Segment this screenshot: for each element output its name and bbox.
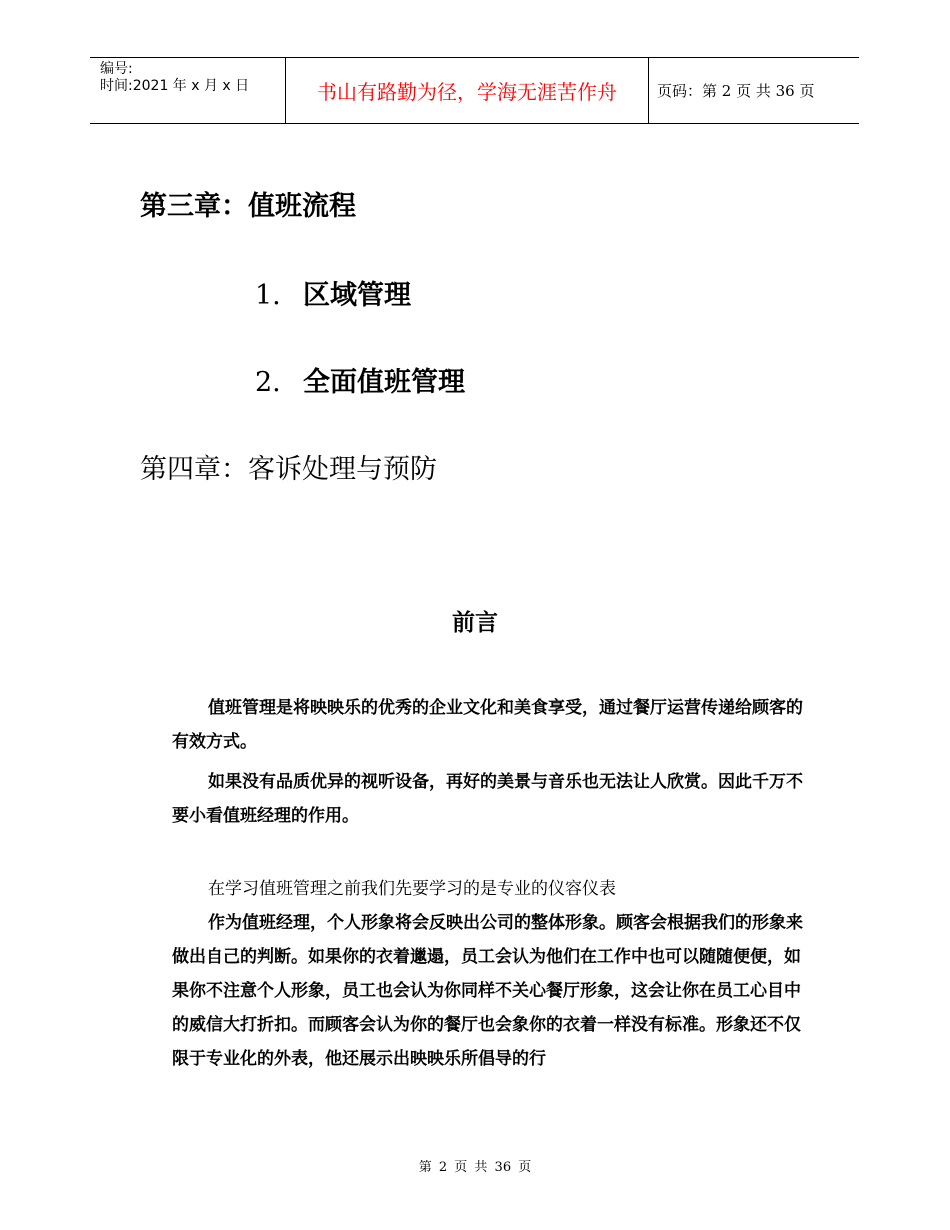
preface-paragraph-1: 值班管理是将映映乐的优秀的企业文化和美食享受，通过餐厅运营传递给顾客的有效方式。 (172, 698, 803, 752)
preface-paragraph-3: 在学习值班管理之前我们先要学习的是专业的仪容仪表 (208, 879, 616, 899)
preface-paragraph-4: 作为值班经理，个人形象将会反映出公司的整体形象。顾客会根据我们的形象来做出自己的判断。如果你的衣着邋遢，员工会认为他们在工作中也可以随随便便，如果你不注意个人形象，员工也会认为你同样不关心餐厅形象，这会让你在员工心目中的威信大打折扣。而顾客会认为你的餐厅也会象你的衣着一样没有标准。形象还不仅限于专业化的外表，他还展示出映映乐所倡导的行 (172, 913, 803, 1069)
toc-item-2-text: 全面值班管理 (303, 367, 465, 398)
preface-paragraph-2: 如果没有品质优异的视听设备，再好的美景与音乐也无法让人欣赏。因此千万不要小看值班经理的作用。 (172, 772, 803, 826)
document-time-label: 时间:2021 年 x 月 x 日 (100, 78, 250, 94)
header-page-info: 页码：第 2 页 共 36 页 (657, 82, 815, 100)
preface-title: 前言 (452, 610, 498, 636)
chapter-3-heading: 第三章：值班流程 (140, 191, 356, 222)
toc-item-1-text: 区域管理 (303, 280, 411, 311)
chapter-4-heading: 第四章：客诉处理与预防 (140, 454, 437, 485)
toc-item-2-number: 2. (255, 367, 281, 398)
document-number-label: 编号: (100, 61, 133, 77)
page-footer: 第 2 页 共 36 页 (418, 1160, 532, 1175)
page-header (90, 57, 859, 124)
toc-item-1-number: 1. (255, 280, 281, 311)
header-meta-cell (90, 58, 286, 123)
header-motto: 书山有路勤为径，学海无涯苦作舟 (286, 58, 649, 123)
toc-item-2 (255, 360, 465, 399)
toc-item-1 (255, 273, 411, 312)
